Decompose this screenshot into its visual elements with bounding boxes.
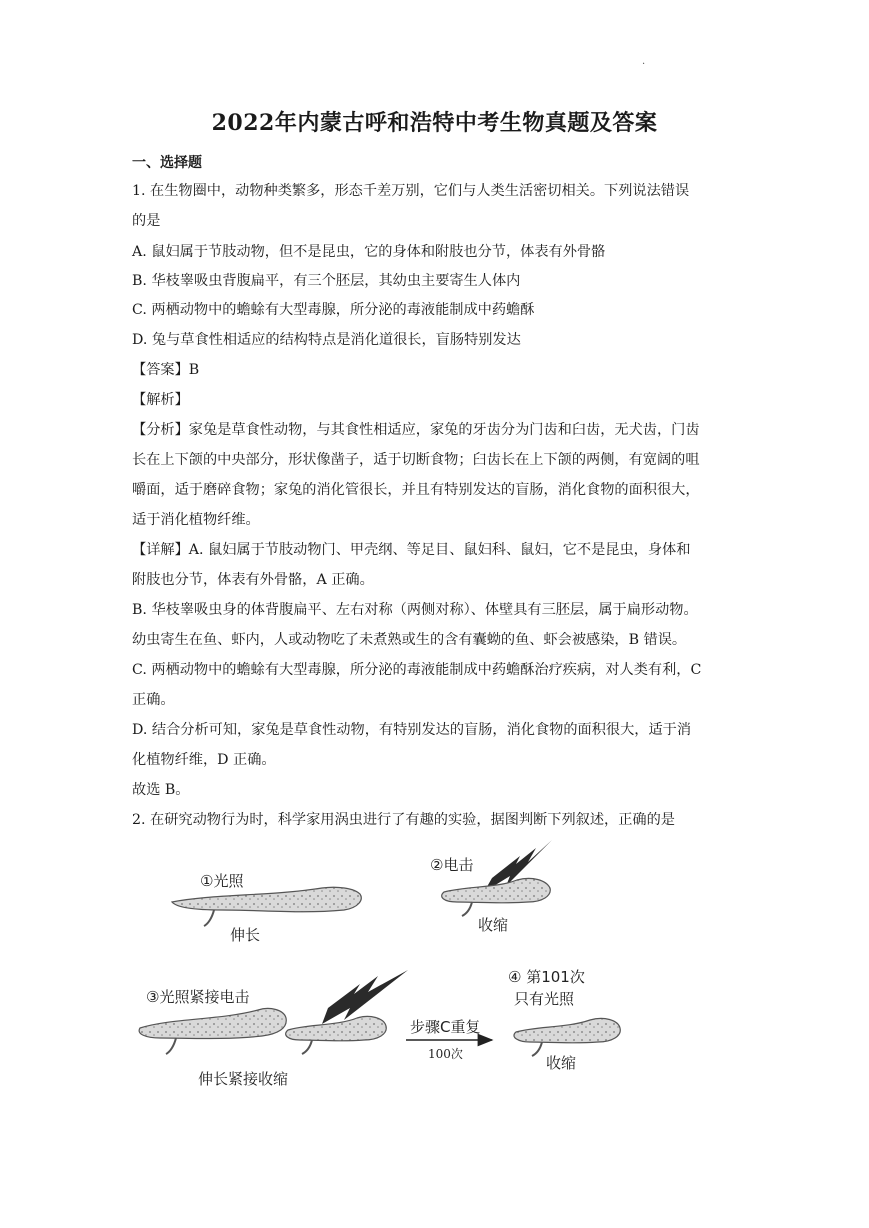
text-line: 适于消化植物纤维。 — [132, 512, 260, 528]
text-line: D. 结合分析可知，家兔是草食性动物，有特别发达的盲肠，消化食物的面积很大，适于消 — [132, 722, 692, 738]
panel-3-title: ③光照紧接电击 — [146, 988, 250, 1006]
pharynx — [166, 1038, 176, 1054]
panel-4-caption: 收缩 — [546, 1054, 577, 1072]
panel-2 — [430, 840, 552, 934]
text-line: 附肢也分节，体表有外骨骼，A 正确。 — [132, 572, 374, 588]
page-title: 2022年内蒙古呼和浩特中考生物真题及答案 — [211, 110, 658, 136]
panel-3 — [139, 970, 408, 1088]
panel-1-caption: 伸长 — [230, 926, 261, 944]
text-line: B. 华枝睾吸虫身的体背腹扁平、左右对称（两侧对称）、体壁具有三胚层，属于扁形动物。 — [132, 602, 698, 618]
pharynx — [302, 1040, 312, 1054]
panel-3-caption: 伸长紧接收缩 — [198, 1070, 289, 1088]
planarian-contracted — [514, 1018, 620, 1042]
header-dot: . — [642, 56, 646, 67]
question-2: 2. 在研究动物行为时，科学家用涡虫进行了有趣的实验，据图判断下列叙述，正确的是 — [132, 812, 675, 828]
option-c: C. 两栖动物中的蟾蜍有大型毒腺，所分泌的毒液能制成中药蟾酥 — [132, 302, 535, 318]
panel-4-title-line2: 只有光照 — [514, 990, 575, 1008]
option-a: A. 鼠妇属于节肢动物，但不是昆虫，它的身体和附肢也分节，体表有外骨骼 — [132, 244, 606, 260]
planarian-experiment-figure — [132, 830, 732, 1100]
panel-1 — [172, 872, 361, 944]
section-heading: 一、选择题 — [132, 155, 202, 171]
option-d: D. 兔与草食性相适应的结构特点是消化道很长，盲肠特别发达 — [132, 332, 521, 348]
answer-line: 【答案】B — [132, 362, 200, 378]
arrow-bottom-label: 100次 — [428, 1047, 463, 1061]
text-line: 1. 在生物圈中，动物种类繁多，形态千差万别，它们与人类生活密切相关。下列说法错误 — [132, 183, 690, 199]
panel-2-caption: 收缩 — [478, 916, 509, 934]
text-line: 嚼面，适于磨碎食物；家兔的消化管很长，并且有特别发达的盲肠，消化食物的面积很大， — [132, 482, 700, 498]
text-line: 【详解】A. 鼠妇属于节肢动物门、甲壳纲、等足目、鼠妇科、鼠妇，它不是昆虫，身体和 — [132, 542, 691, 558]
option-b: B. 华枝睾吸虫背腹扁平，有三个胚层，其幼虫主要寄生人体内 — [132, 273, 521, 289]
text-line: 正确。 — [132, 692, 175, 708]
panel-1-title: ①光照 — [200, 872, 244, 890]
text-line: 【分析】家兔是草食性动物，与其食性相适应，家兔的牙齿分为门齿和臼齿，无犬齿，门齿 — [132, 422, 700, 438]
arrow-top-label: 步骤C重复 — [410, 1018, 481, 1036]
planarian-contracted — [286, 1016, 387, 1040]
text-line: 故选 B。 — [132, 782, 190, 798]
pharynx — [204, 910, 214, 926]
analysis-heading: 【解析】 — [132, 392, 189, 408]
text-line: 长在上下颌的中央部分，形状像凿子，适于切断食物；臼齿长在上下颌的两侧，有宽阔的咀 — [132, 452, 700, 468]
planarian-elongated — [139, 1008, 286, 1038]
pharynx — [462, 902, 472, 916]
text-line: 化植物纤维，D 正确。 — [132, 752, 276, 768]
repeat-arrow — [406, 1018, 492, 1061]
panel-4 — [508, 968, 620, 1072]
text-line: C. 两栖动物中的蟾蜍有大型毒腺，所分泌的毒液能制成中药蟾酥治疗疾病，对人类有利，C — [132, 662, 702, 678]
panel-2-title: ②电击 — [430, 856, 474, 874]
text-line: 的是 — [132, 213, 161, 229]
pharynx — [532, 1042, 542, 1056]
planarian-elongated — [172, 887, 361, 912]
text-line: 幼虫寄生在鱼、虾内，人或动物吃了未煮熟或生的含有囊蚴的鱼、虾会被感染，B 错误。 — [132, 632, 687, 648]
panel-4-title-line1: ④ 第101次 — [508, 968, 585, 986]
